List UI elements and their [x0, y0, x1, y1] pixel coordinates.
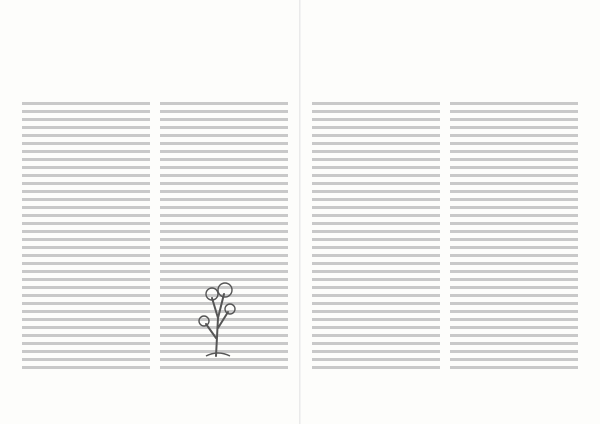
right-page	[300, 0, 600, 424]
right-body-columns	[312, 102, 578, 372]
plant-illustration-icon	[196, 268, 242, 358]
left-body-columns	[22, 102, 288, 372]
left-headline	[22, 52, 288, 78]
left-byline	[22, 80, 288, 92]
right-headline	[312, 48, 578, 74]
right-byline	[312, 76, 578, 88]
right-body-column-1	[312, 102, 440, 372]
right-body-column-2	[450, 102, 578, 372]
right-section-label	[312, 16, 578, 26]
left-body-column-1	[22, 102, 150, 372]
left-section-label	[22, 16, 288, 26]
